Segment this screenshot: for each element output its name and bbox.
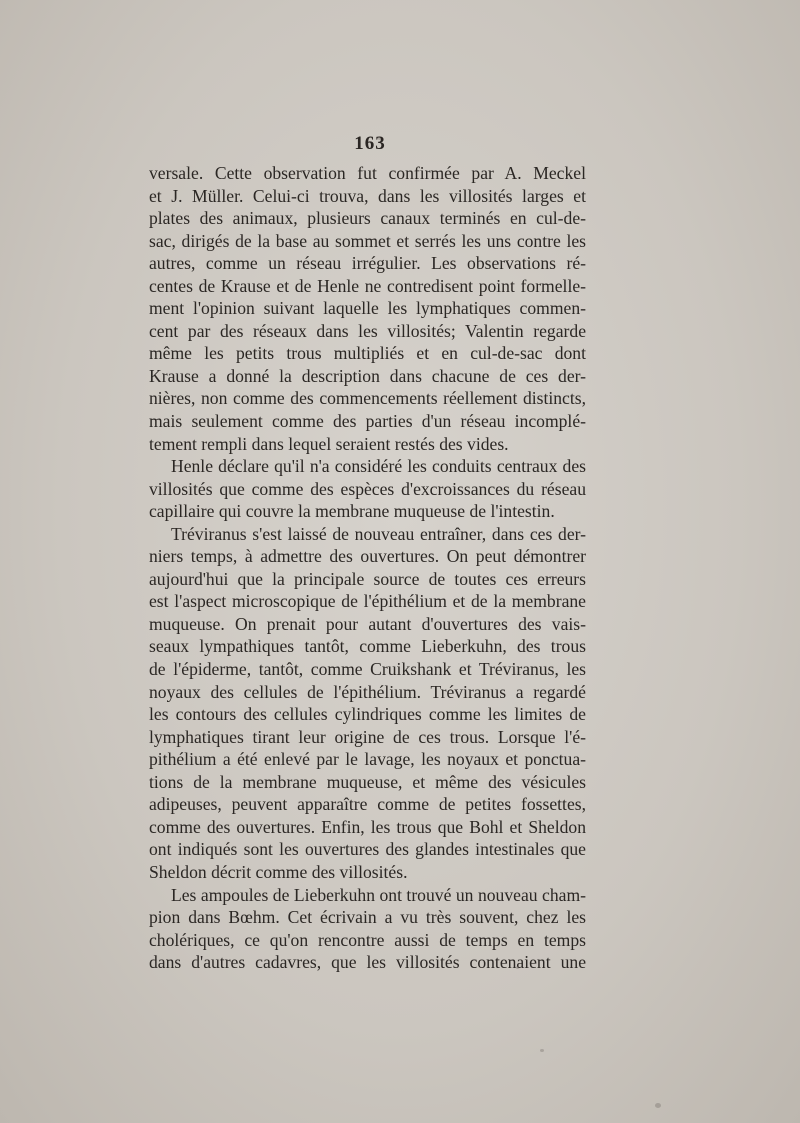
text-line: ont indiqués sont les ouvertures des glandes intestinales que xyxy=(149,839,586,860)
text-line: lymphatiques tirant leur origine de ces trous. Lorsque l'é- xyxy=(149,726,586,747)
text-line: seaux lympathiques tantôt, comme Lieberkuhn, des trous xyxy=(149,636,586,657)
text-line: autres, comme un réseau irrégulier. Les observations ré- xyxy=(149,253,586,274)
text-line: muqueuse. On prenait pour autant d'ouvertures des vais- xyxy=(149,613,586,634)
text-line: Sheldon décrit comme des villosités. xyxy=(149,861,408,882)
paper-speck xyxy=(655,1103,661,1108)
page-number: 163 xyxy=(354,133,386,154)
paper-speck xyxy=(540,1049,544,1052)
body-text xyxy=(149,162,586,974)
text-line: de l'épiderme, tantôt, comme Cruikshank et Tréviranus, les xyxy=(149,659,586,680)
text-line: versale. Cette observation fut confirmée par A. Meckel xyxy=(149,163,586,183)
text-line: adipeuses, peuvent apparaître comme de petites fossettes, xyxy=(149,794,586,815)
text-line: noyaux des cellules de l'épithélium. Tréviranus a regardé xyxy=(149,681,586,702)
text-line: cholériques, ce qu'on rencontre aussi de temps en temps xyxy=(149,929,586,950)
text-line: sac, dirigés de la base au sommet et serrés les uns contre les xyxy=(149,230,586,251)
text-line: pion dans Bœhm. Cet écrivain a vu très souvent, chez les xyxy=(149,907,586,928)
text-line: Henle déclare qu'il n'a considéré les conduits centraux des xyxy=(171,456,586,477)
text-line: villosités que comme des espèces d'excroissances du réseau xyxy=(149,478,586,499)
text-line: pithélium a été enlevé par le lavage, les noyaux et ponctua- xyxy=(149,749,586,770)
text-line: capillaire qui couvre la membrane muqueuse de l'intestin. xyxy=(149,501,555,522)
text-line: niers temps, à admettre des ouvertures. On peut démontrer xyxy=(149,546,586,567)
text-line: même les petits trous multipliés et en cul-de-sac dont xyxy=(149,343,586,364)
text-line: mais seulement comme des parties d'un réseau incomplé- xyxy=(149,411,586,432)
text-line: tions de la membrane muqueuse, et même des vésicules xyxy=(149,771,586,792)
text-line: Les ampoules de Lieberkuhn ont trouvé un nouveau cham- xyxy=(171,884,586,905)
text-line: nières, non comme des commencements réellement distincts, xyxy=(149,388,586,409)
paper-speck xyxy=(378,137,381,140)
text-line: les contours des cellules cylindriques comme les limites de xyxy=(149,704,586,725)
text-line: Tréviranus s'est laissé de nouveau entraîner, dans ces der- xyxy=(171,523,586,544)
text-line: ment l'opinion suivant laquelle les lymphatiques commen- xyxy=(149,298,586,319)
paper-speck xyxy=(516,966,519,969)
text-line: dans d'autres cadavres, que les villosités contenaient une xyxy=(149,952,586,973)
text-line: aujourd'hui que la principale source de toutes ces erreurs xyxy=(149,568,586,589)
text-line: cent par des réseaux dans les villosités; Valentin regarde xyxy=(149,320,586,341)
text-line: centes de Krause et de Henle ne contredisent point formelle- xyxy=(149,275,586,296)
text-line: et J. Müller. Celui-ci trouva, dans les villosités larges et xyxy=(149,185,586,206)
text-line: plates des animaux, plusieurs canaux terminés en cul-de- xyxy=(149,208,586,229)
text-line: Krause a donné la description dans chacune de ces der- xyxy=(149,365,586,386)
text-line: est l'aspect microscopique de l'épithélium et de la membrane xyxy=(149,591,586,612)
text-line: comme des ouvertures. Enfin, les trous que Bohl et Sheldon xyxy=(149,816,586,837)
text-line: tement rempli dans lequel seraient restés des vides. xyxy=(149,433,509,454)
